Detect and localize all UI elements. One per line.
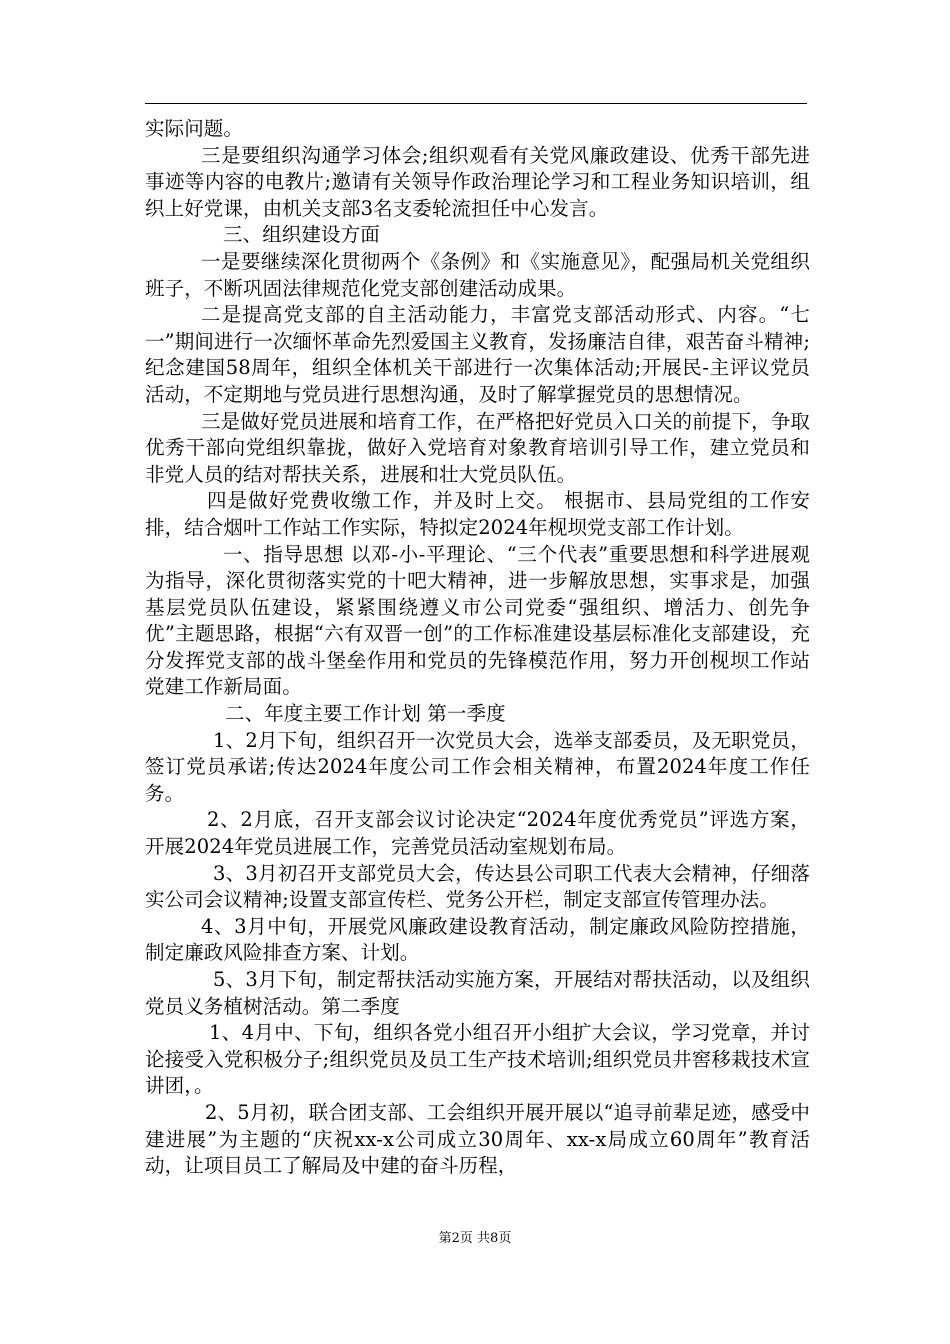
page-footer: 第2页 共8页 xyxy=(438,1231,512,1246)
paragraph: 三是要组织沟通学习体会;组织观看有关党风廉政建设、优秀干部先进事迹等内容的电教片;邀请有关领导作政治理论学习和工程业务知识培训，组织上好党课，由机关支部3名支委轮流担任中心发言。 xyxy=(145,143,810,220)
paragraph: 1、4月中、下旬，组织各党小组召开小组扩大会议，学习党章，并讨论接受入党积极分子;组织党员及员工生产技术培训;组织党员井窖移栽技术宣讲团，。 xyxy=(145,1021,810,1098)
paragraph: 2、5月初，联合团支部、工会组织开展开展以“追寻前辈足迹，感受中建进展”为主题的“庆祝xx-x公司成立30周年、xx-x局成立60周年”教育活动，让项目员工了解局及中建的奋斗历程， xyxy=(145,1100,810,1178)
paragraph: 二是提高党支部的自主活动能力，丰富党支部活动形式、内容。“七一”期间进行一次缅怀革命先烈爱国主义教育，发扬廉洁自律，艰苦奋斗精神;纪念建国58周年，组织全体机关干部进行一次集体活动;开展民-主评议党员活动，不定期地与党员进行思想沟通，及时了解掌握党员的思想情况。 xyxy=(145,303,810,406)
paragraph: 实际问题。 xyxy=(145,117,244,140)
paragraph: 三、组织建设方面 xyxy=(223,223,380,247)
document-body xyxy=(145,116,810,1180)
paragraph: 4、3月中旬，开展党风廉政建设教育活动，制定廉政风险防控措施，制定廉政风险排查方案、计划。 xyxy=(145,914,810,965)
paragraph: 2、2月底，召开支部会议讨论决定“2024年度优秀党员”评选方案，开展2024年党员进展工作，完善党员活动室规划布局。 xyxy=(145,808,810,859)
paragraph: 一、指导思想 以邓-小-平理论、“三个代表”重要思想和科学进展观为指导，深化贯彻落实党的十吧大精神，进一步解放思想，实事求是，加强基层党员队伍建设，紧紧围绕遵义市公司党委“强组织、增活力、创先争优”主题思路，根据“六有双晋一创”的工作标准建设基层标准化支部建设，充分发挥党支部的战斗堡垒作用和党员的先锋模范作用，努力开创枧坝工作站党建工作新局面。 xyxy=(145,542,810,699)
paragraph: 四是做好党费收缴工作，并及时上交。 根据市、县局党组的工作安排，结合烟叶工作站工作实际，特拟定2024年枧坝党支部工作计划。 xyxy=(145,489,810,539)
paragraph: 三是做好党员进展和培育工作，在严格把好党员入口关的前提下，争取优秀干部向党组织靠拢，做好入党培育对象教育培训引导工作，建立党员和非党人员的结对帮扶关系，进展和壮大党员队伍。 xyxy=(145,409,810,486)
paragraph: 二、年度主要工作计划 第一季度 xyxy=(225,702,506,726)
paragraph: 3、3月初召开支部党员大会，传达县公司职工代表大会精神，仔细落实公司会议精神;设置支部宣传栏、党务公开栏，制定支部宣传管理办法。 xyxy=(145,861,810,912)
paragraph: 5、3月下旬，制定帮扶活动实施方案，开展结对帮扶活动，以及组织党员义务植树活动。第二季度 xyxy=(145,968,810,1018)
header-rule xyxy=(145,103,807,104)
paragraph: 一是要继续深化贯彻两个《条例》和《实施意见》，配强局机关党组织班子，不断巩固法律规范化党支部创建活动成果。 xyxy=(145,249,810,300)
paragraph: 1、2月下旬，组织召开一次党员大会，选举支部委员，及无职党员，签订党员承诺;传达2024年度公司工作会相关精神，布置2024年度工作任务。 xyxy=(145,728,810,805)
